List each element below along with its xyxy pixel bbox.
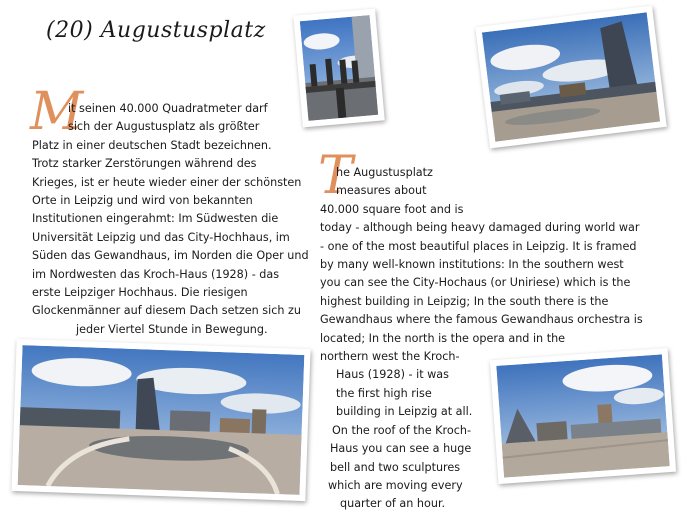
text-line: Institutionen eingerahmt: Im Südwesten die	[32, 212, 279, 226]
text-line: building in Leipzig at all.	[336, 405, 473, 419]
text-line: Platz in einer deutschen Stadt bezeichnen.	[32, 138, 272, 152]
bell-sculpture-photo	[293, 9, 384, 128]
text-line: quarter of an hour.	[340, 497, 446, 511]
text-line: located; In the north is the opera and in the	[320, 331, 566, 345]
text-line: Trotz starker Zerstörungen während des	[32, 157, 257, 171]
text-line: bell and two sculptures	[330, 460, 461, 474]
text-line: measures about	[336, 184, 427, 198]
text-line: today - although being heavy damaged during world war	[320, 221, 640, 235]
text-line: it seinen 40.000 Quadratmeter darf	[68, 102, 268, 115]
text-line: highest building in Leipzig; In the south there is the	[320, 294, 609, 308]
text-line: northern west the Kroch-	[320, 350, 460, 364]
english-dropcap: T	[318, 146, 353, 206]
page-title: (20) Augustusplatz	[46, 18, 266, 43]
gewandhaus-photo	[490, 348, 676, 484]
text-line: sich der Augustusplatz als größter	[68, 120, 260, 134]
city-hochhaus-photo	[475, 6, 667, 149]
text-line: Süden das Gewandhaus, im Norden die Oper und	[32, 249, 309, 263]
german-paragraph	[32, 100, 309, 339]
text-line: - one of the most beautiful places in Leipzig. It is framed	[320, 239, 637, 253]
text-line: the first high rise	[336, 386, 432, 400]
text-line: On the roof of the Kroch-	[332, 423, 471, 437]
fountain-square-photo	[11, 339, 310, 501]
text-line: which are moving every	[328, 478, 463, 492]
text-line: Orte in Leipzig und wird von bekannten	[32, 194, 253, 208]
text-line: you can see the City-Hochaus (or Uniriese) which is the	[320, 276, 631, 290]
text-line: Universität Leipzig und das City-Hochhaus, im	[32, 230, 290, 244]
german-dropcap: M	[30, 82, 84, 142]
text-line: jeder Viertel Stunde in Bewegung.	[76, 322, 268, 336]
text-line: 40.000 square foot and is	[320, 202, 464, 216]
text-line: by many well-known institutions: In the southern west	[320, 258, 624, 272]
text-line: Haus (1928) - it was	[336, 368, 449, 382]
text-line: he Augustusplatz	[336, 166, 433, 179]
text-line: Gewandhaus where the famous Gewandhaus orchestra is	[320, 313, 643, 327]
text-line: Haus you can see a huge	[330, 442, 472, 456]
text-line: Glockenmänner auf diesem Dach setzen sich zu	[32, 304, 301, 318]
text-line: im Nordwesten das Kroch-Haus (1928) - das	[32, 267, 280, 281]
text-line: Krieges, ist er heute wieder einer der schönsten	[32, 175, 302, 189]
text-line: erste Leipziger Hochhaus. Die riesigen	[32, 286, 248, 300]
